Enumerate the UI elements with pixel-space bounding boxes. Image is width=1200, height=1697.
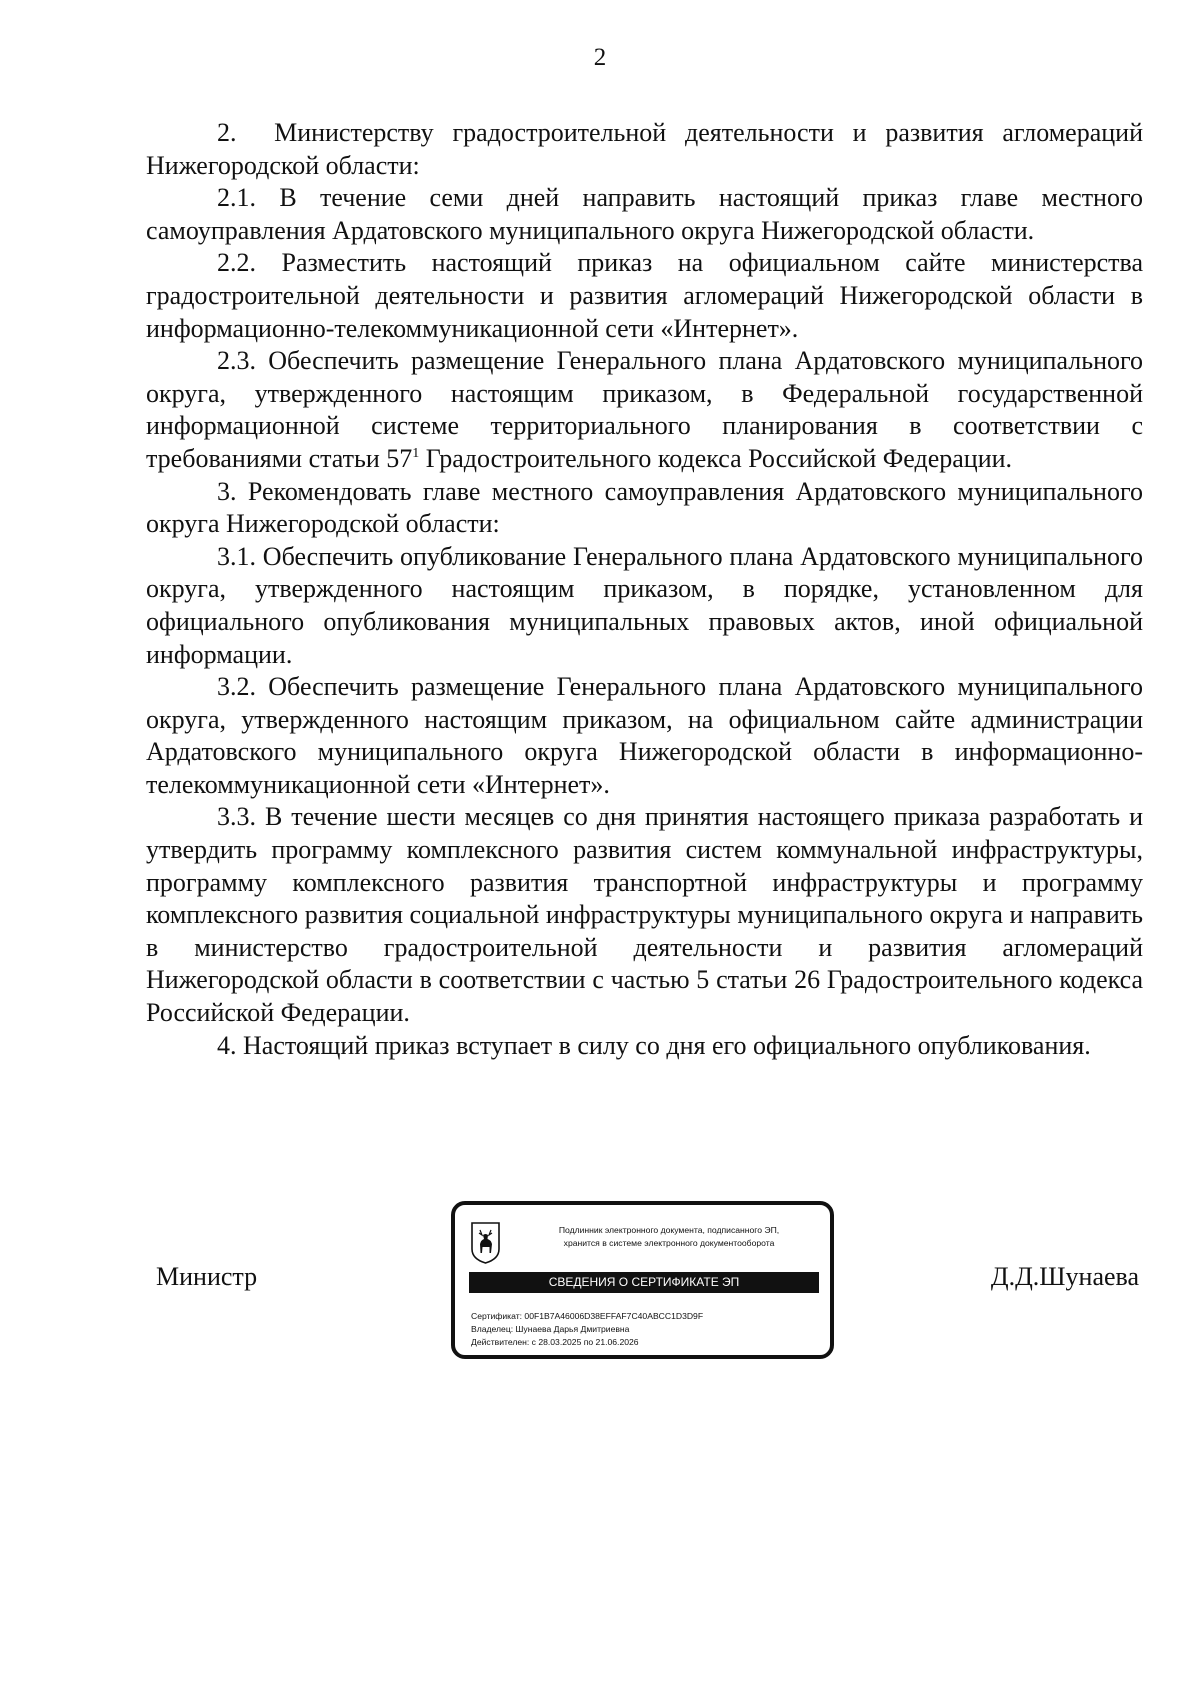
electronic-signature-stamp — [451, 1201, 834, 1359]
signatory-title: Министр — [156, 1262, 258, 1291]
certificate-validity: Действителен: с 28.03.2025 по 21.06.2026 — [471, 1337, 639, 1347]
paragraph-2-3-text: 2.3. Обеспечить размещение Генерального плана Ардатовского муниципального округа, утвержденного настоящим приказом, в Федеральной государственной информационной системе территориального планирования в соответствии с требованиями статьи 57 — [146, 346, 1143, 473]
stamp-header: СВЕДЕНИЯ О СЕРТИФИКАТЕ ЭП — [469, 1272, 819, 1293]
article-superscript: 1 — [412, 445, 420, 461]
paragraph-3: 3. Рекомендовать главе местного самоуправления Ардатовского муниципального округа Нижегородской области: — [146, 476, 1143, 539]
stamp-notice — [513, 1224, 825, 1250]
signatory-name: Д.Д.Шунаева — [990, 1262, 1139, 1291]
document-body — [146, 117, 1143, 1062]
stamp-notice-line2: хранится в системе электронного документооборота — [563, 1238, 775, 1248]
paragraph-3-3: 3.3. В течение шести месяцев со дня принятия настоящего приказа разработать и утвердить программу комплексного развития систем коммунальной инфраструктуры, программу комплексного развития транспортной инфраструктуры и программу комплексного развития социальной инфраструктуры муниципального округа и направить в министерство градостроительной деятельности и развития агломераций Нижегородской области в соответствии с частью 5 статьи 26 Градостроительного кодекса Российской Федерации. — [146, 802, 1143, 1028]
page-number: 2 — [593, 44, 607, 71]
paragraph-3-1: 3.1. Обеспечить опубликование Генерального плана Ардатовского муниципального округа, утвержденного настоящим приказом, в порядке, установленном для официального опубликования муниципальных правовых актов, иной официальной информации. — [146, 541, 1143, 669]
paragraph-2-1: 2.1. В течение семи дней направить настоящий приказ главе местного самоуправления Ардатовского муниципального округа Нижегородской области. — [146, 183, 1143, 245]
paragraph-2: 2. Министерству градостроительной деятельности и развития агломераций Нижегородской области: — [146, 118, 1143, 180]
deer-emblem-icon — [470, 1221, 501, 1264]
stamp-details — [471, 1310, 821, 1349]
stamp-notice-line1: Подлинник электронного документа, подписанного ЭП, — [558, 1225, 780, 1235]
paragraph-2-3 — [146, 345, 1143, 475]
paragraph-4: 4. Настоящий приказ вступает в силу со дня его официального опубликования. — [217, 1030, 1091, 1060]
paragraph-2-2: 2.2. Разместить настоящий приказ на официальном сайте министерства градостроительной деятельности и развития агломераций Нижегородской области в информационно-телекоммуникационной сети «Интернет». — [146, 248, 1143, 343]
certificate-owner: Владелец: Шунаева Дарья Дмитриевна — [471, 1324, 630, 1334]
paragraph-3-2: 3.2. Обеспечить размещение Генерального плана Ардатовского муниципального округа, утвержденного настоящим приказом, на официальном сайте администрации Ардатовского муниципального округа Нижегородской области в информационно-телекоммуникационной сети «Интернет». — [146, 672, 1143, 799]
certificate-number: Сертификат: 00F1B7A46006D38EFFAF7C40ABCC1D3D9F — [471, 1311, 704, 1321]
paragraph-2-3-tail: Градостроительного кодекса Российской Федерации. — [419, 443, 1013, 473]
